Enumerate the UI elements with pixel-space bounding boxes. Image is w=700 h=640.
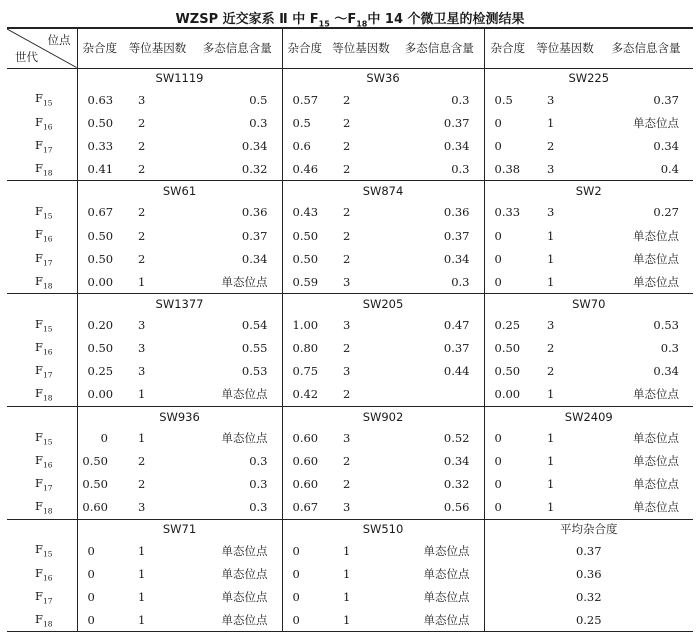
heterozygosity-value: 0.50 bbox=[87, 228, 114, 243]
locus-name: SW936 bbox=[77, 406, 282, 426]
pic-value: 0.52 bbox=[395, 426, 484, 449]
heterozygosity-value: 0 bbox=[494, 228, 502, 243]
header-row bbox=[7, 28, 693, 68]
data-row bbox=[7, 449, 693, 472]
heterozygosity-value: 0 bbox=[87, 543, 95, 558]
pic-value: 0.37 bbox=[395, 111, 484, 134]
allele-count-value: 2 bbox=[138, 251, 146, 266]
pic-value: 单态位点 bbox=[633, 228, 679, 243]
data-row bbox=[7, 88, 693, 111]
locus-header-row bbox=[7, 406, 693, 426]
pic-value: 0.3 bbox=[193, 473, 282, 496]
pic-value: 0.34 bbox=[193, 134, 282, 157]
data-row bbox=[7, 314, 693, 337]
pic-value: 0.32 bbox=[395, 473, 484, 496]
heterozygosity-value: 0 bbox=[494, 477, 502, 492]
pic-value: 0.37 bbox=[193, 224, 282, 247]
pic-value: 单态位点 bbox=[599, 383, 693, 406]
allele-count-value: 2 bbox=[343, 92, 351, 107]
generation-label: $F_{16}$ bbox=[7, 449, 77, 472]
heterozygosity-value: 0.57 bbox=[292, 92, 319, 107]
pic-value: 0.27 bbox=[653, 205, 679, 220]
heterozygosity-value: 0.60 bbox=[292, 454, 319, 469]
heterozygosity-value: 0 bbox=[87, 566, 95, 581]
heterozygosity-value: 0 bbox=[100, 430, 108, 445]
generation-label: $F_{17}$ bbox=[7, 360, 77, 383]
locus-name: SW225 bbox=[568, 71, 610, 86]
heterozygosity-value: 0.50 bbox=[494, 341, 521, 356]
heterozygosity-value: 0.20 bbox=[87, 318, 114, 333]
pic-value: 单态位点 bbox=[193, 609, 282, 632]
heterozygosity-value: 0 bbox=[292, 543, 300, 558]
allele-count-value: 1 bbox=[327, 609, 395, 632]
heterozygosity-value: 0 bbox=[494, 430, 502, 445]
allele-count-value: 2 bbox=[138, 205, 146, 220]
header-heterozygosity: 杂合度 bbox=[282, 28, 327, 68]
allele-count-value: 3 bbox=[343, 318, 351, 333]
empty-cell bbox=[7, 519, 77, 539]
heterozygosity-value: 0.60 bbox=[77, 496, 122, 519]
generation-label: $F_{18}$ bbox=[7, 383, 77, 406]
heterozygosity-value: 0 bbox=[494, 454, 502, 469]
allele-count-value: 1 bbox=[343, 543, 351, 558]
generation-label: $F_{17}$ bbox=[7, 585, 77, 608]
pic-value: 0.34 bbox=[653, 138, 679, 153]
pic-value: 0.55 bbox=[193, 337, 282, 360]
pic-value: 单态位点 bbox=[193, 270, 282, 293]
allele-count-value: 2 bbox=[138, 138, 146, 153]
data-row bbox=[7, 224, 693, 247]
data-row bbox=[7, 158, 693, 181]
data-row bbox=[7, 585, 693, 608]
allele-count-value: 2 bbox=[547, 364, 555, 379]
allele-count-value: 1 bbox=[547, 454, 555, 469]
locus-name: SW71 bbox=[77, 519, 282, 539]
generation-label: $F_{16}$ bbox=[7, 337, 77, 360]
pic-value: 0.34 bbox=[193, 247, 282, 270]
pic-value: 单态位点 bbox=[395, 609, 484, 632]
header-heterozygosity: 杂合度 bbox=[484, 28, 531, 68]
allele-count-value: 3 bbox=[327, 270, 395, 293]
heterozygosity-value: 0.43 bbox=[292, 205, 319, 220]
empty-cell bbox=[7, 181, 77, 201]
heterozygosity-value: 0.33 bbox=[87, 138, 114, 153]
allele-count-value: 2 bbox=[343, 341, 351, 356]
pic-value: 单态位点 bbox=[633, 430, 679, 445]
average-heterozygosity-value: 0.36 bbox=[575, 566, 602, 581]
heterozygosity-value: 0 bbox=[494, 138, 502, 153]
allele-count-value: 3 bbox=[327, 496, 395, 519]
locus-name: SW510 bbox=[282, 519, 484, 539]
pic-value: 0.54 bbox=[193, 314, 282, 337]
heterozygosity-value: 0.00 bbox=[77, 270, 122, 293]
pic-value: 单态位点 bbox=[633, 477, 679, 492]
pic-value: 单态位点 bbox=[395, 562, 484, 585]
heterozygosity-value: 0.50 bbox=[292, 228, 319, 243]
allele-count-value: 3 bbox=[531, 158, 599, 181]
pic-value: 单态位点 bbox=[193, 426, 282, 449]
allele-count-value: 1 bbox=[531, 270, 599, 293]
average-heterozygosity-value: 0.37 bbox=[575, 543, 602, 558]
locus-name: SW2 bbox=[575, 184, 602, 198]
generation-label: $F_{16}$ bbox=[7, 562, 77, 585]
pic-value: 单态位点 bbox=[633, 251, 679, 266]
heterozygosity-value: 0.42 bbox=[282, 383, 327, 406]
locus-name: SW61 bbox=[77, 181, 282, 201]
allele-count-value: 1 bbox=[531, 383, 599, 406]
heterozygosity-value: 0.38 bbox=[484, 158, 531, 181]
heterozygosity-value: 0 bbox=[292, 566, 300, 581]
heterozygosity-value: 0.50 bbox=[494, 364, 521, 379]
pic-value: 0.34 bbox=[395, 134, 484, 157]
data-row bbox=[7, 383, 693, 406]
generation-label: $F_{16}$ bbox=[7, 224, 77, 247]
allele-count-value: 2 bbox=[327, 383, 395, 406]
locus-name: SW70 bbox=[572, 296, 606, 311]
empty-cell bbox=[7, 294, 77, 314]
generation-label: $F_{15}$ bbox=[7, 539, 77, 562]
generation-label: $F_{17}$ bbox=[7, 247, 77, 270]
locus-name: SW36 bbox=[282, 68, 484, 88]
pic-value: 0.3 bbox=[395, 158, 484, 181]
allele-count-value: 2 bbox=[343, 454, 351, 469]
heterozygosity-value: 0.50 bbox=[87, 251, 114, 266]
heterozygosity-value: 0.50 bbox=[87, 115, 114, 130]
pic-value: 0.37 bbox=[395, 337, 484, 360]
heterozygosity-value: 0.67 bbox=[282, 496, 327, 519]
data-row bbox=[7, 201, 693, 224]
heterozygosity-value: 0.25 bbox=[494, 318, 521, 333]
allele-count-value: 1 bbox=[122, 383, 193, 406]
microsatellite-results-table bbox=[7, 27, 693, 632]
heterozygosity-value: 0 bbox=[87, 589, 95, 604]
allele-count-value: 2 bbox=[138, 477, 146, 492]
allele-count-value: 1 bbox=[343, 589, 351, 604]
allele-count-value: 3 bbox=[138, 341, 146, 356]
locus-name: SW1119 bbox=[77, 68, 282, 88]
heterozygosity-value: 0.46 bbox=[282, 158, 327, 181]
allele-count-value: 2 bbox=[343, 477, 351, 492]
data-row bbox=[7, 539, 693, 562]
allele-count-value: 1 bbox=[531, 496, 599, 519]
allele-count-value: 2 bbox=[138, 228, 146, 243]
data-row bbox=[7, 426, 693, 449]
heterozygosity-value: 0 bbox=[494, 115, 502, 130]
heterozygosity-value: 0 bbox=[77, 609, 122, 632]
pic-value: 0.34 bbox=[395, 449, 484, 472]
locus-name: SW205 bbox=[282, 294, 484, 314]
empty-cell bbox=[7, 68, 77, 88]
heterozygosity-value: 0.80 bbox=[292, 341, 319, 356]
header-pic: 多态信息含量 bbox=[395, 28, 484, 68]
heterozygosity-value: 0.00 bbox=[484, 383, 531, 406]
heterozygosity-value: 0.41 bbox=[77, 158, 122, 181]
pic-value: 0.3 bbox=[395, 270, 484, 293]
allele-count-value: 1 bbox=[138, 589, 146, 604]
pic-value: 单态位点 bbox=[193, 539, 282, 562]
allele-count-value: 3 bbox=[343, 430, 351, 445]
data-row bbox=[7, 337, 693, 360]
allele-count-value: 1 bbox=[343, 566, 351, 581]
header-locus-label: 位点 bbox=[47, 33, 71, 47]
pic-value: 0.34 bbox=[395, 247, 484, 270]
heterozygosity-value: 0.60 bbox=[292, 477, 319, 492]
locus-header-row bbox=[7, 519, 693, 539]
allele-count-value: 2 bbox=[138, 454, 146, 469]
pic-value: 单态位点 bbox=[395, 539, 484, 562]
locus-name: SW874 bbox=[282, 181, 484, 201]
header-heterozygosity: 杂合度 bbox=[77, 28, 122, 68]
generation-label: $F_{17}$ bbox=[7, 473, 77, 496]
generation-label: $F_{15}$ bbox=[7, 314, 77, 337]
pic-value: 0.53 bbox=[653, 318, 679, 333]
allele-count-value: 1 bbox=[122, 270, 193, 293]
pic-value: 0.36 bbox=[395, 201, 484, 224]
allele-count-value: 1 bbox=[138, 430, 146, 445]
pic-value: 0.32 bbox=[193, 158, 282, 181]
allele-count-value: 3 bbox=[343, 364, 351, 379]
pic-value: 单态位点 bbox=[395, 585, 484, 608]
pic-value: 单态位点 bbox=[633, 454, 679, 469]
pic-value: 0.53 bbox=[193, 360, 282, 383]
pic-value: 单态位点 bbox=[633, 115, 679, 130]
heterozygosity-value: 0 bbox=[494, 251, 502, 266]
heterozygosity-value: 0.63 bbox=[87, 92, 114, 107]
data-row bbox=[7, 609, 693, 632]
allele-count-value: 2 bbox=[138, 115, 146, 130]
locus-name: SW1377 bbox=[77, 294, 282, 314]
data-row bbox=[7, 270, 693, 293]
heterozygosity-value: 1.00 bbox=[292, 318, 319, 333]
pic-value: 0.44 bbox=[395, 360, 484, 383]
pic-value: 0.36 bbox=[193, 201, 282, 224]
allele-count-value: 1 bbox=[138, 566, 146, 581]
allele-count-value: 1 bbox=[122, 609, 193, 632]
data-row bbox=[7, 473, 693, 496]
pic-value: 0.3 bbox=[660, 341, 679, 356]
data-row bbox=[7, 360, 693, 383]
allele-count-value: 3 bbox=[547, 92, 555, 107]
header-pic: 多态信息含量 bbox=[599, 28, 693, 68]
generation-label: $F_{17}$ bbox=[7, 134, 77, 157]
allele-count-value: 3 bbox=[547, 318, 555, 333]
heterozygosity-value: 0.5 bbox=[494, 92, 513, 107]
heterozygosity-value: 0.60 bbox=[292, 430, 319, 445]
data-row bbox=[7, 496, 693, 519]
heterozygosity-value: 0.33 bbox=[494, 205, 521, 220]
data-row bbox=[7, 562, 693, 585]
generation-label: $F_{18}$ bbox=[7, 609, 77, 632]
header-generation-label: 世代 bbox=[15, 49, 38, 64]
allele-count-value: 2 bbox=[343, 228, 351, 243]
pic-value: 0.37 bbox=[653, 92, 679, 107]
empty-cell bbox=[7, 406, 77, 426]
heterozygosity-value: 0.50 bbox=[82, 477, 108, 492]
pic-value: 单态位点 bbox=[193, 585, 282, 608]
header-allele-count: 等位基因数 bbox=[327, 28, 395, 68]
heterozygosity-value: 0.50 bbox=[82, 454, 108, 469]
pic-value: 0.37 bbox=[395, 224, 484, 247]
pic-value: 0.5 bbox=[193, 88, 282, 111]
generation-label: $F_{15}$ bbox=[7, 88, 77, 111]
average-heterozygosity-value: 0.25 bbox=[484, 609, 693, 632]
generation-label: $F_{16}$ bbox=[7, 111, 77, 134]
locus-name: SW902 bbox=[282, 406, 484, 426]
allele-count-value: 2 bbox=[547, 341, 555, 356]
pic-value bbox=[395, 383, 484, 406]
allele-count-value: 1 bbox=[547, 477, 555, 492]
data-row bbox=[7, 111, 693, 134]
allele-count-value: 3 bbox=[138, 318, 146, 333]
pic-value: 0.3 bbox=[395, 88, 484, 111]
table-title: WZSP 近交家系 Ⅱ 中 $F_{15}$ $\sim F_{18}$中 14 个微卫星的检测结果 bbox=[175, 12, 525, 29]
allele-count-value: 1 bbox=[547, 115, 555, 130]
heterozygosity-value: 0.50 bbox=[292, 251, 319, 266]
allele-count-value: 1 bbox=[547, 228, 555, 243]
generation-label: $F_{18}$ bbox=[7, 496, 77, 519]
heterozygosity-value: 0.50 bbox=[87, 341, 114, 356]
heterozygosity-value: 0.75 bbox=[292, 364, 319, 379]
heterozygosity-value: 0.00 bbox=[77, 383, 122, 406]
allele-count-value: 3 bbox=[122, 496, 193, 519]
pic-value: 0.56 bbox=[395, 496, 484, 519]
locus-name: SW2409 bbox=[564, 409, 613, 424]
pic-value: 单态位点 bbox=[599, 496, 693, 519]
data-row bbox=[7, 247, 693, 270]
allele-count-value: 3 bbox=[138, 364, 146, 379]
allele-count-value: 2 bbox=[343, 138, 351, 153]
average-heterozygosity-value: 0.32 bbox=[575, 589, 602, 604]
locus-header-row bbox=[7, 181, 693, 201]
pic-value: 单态位点 bbox=[193, 383, 282, 406]
pic-value: 0.3 bbox=[193, 449, 282, 472]
average-heterozygosity-title: 平均杂合度 bbox=[560, 522, 618, 537]
locus-header-row bbox=[7, 294, 693, 314]
pic-value: 0.4 bbox=[599, 158, 693, 181]
allele-count-value: 2 bbox=[343, 115, 351, 130]
generation-label: $F_{18}$ bbox=[7, 270, 77, 293]
header-corner-cell bbox=[7, 28, 77, 68]
locus-header-row bbox=[7, 68, 693, 88]
header-pic: 多态信息含量 bbox=[193, 28, 282, 68]
heterozygosity-value: 0.6 bbox=[292, 138, 311, 153]
pic-value: 单态位点 bbox=[599, 270, 693, 293]
allele-count-value: 2 bbox=[547, 138, 555, 153]
allele-count-value: 1 bbox=[138, 543, 146, 558]
heterozygosity-value: 0.67 bbox=[87, 205, 114, 220]
heterozygosity-value: 0.59 bbox=[282, 270, 327, 293]
heterozygosity-value: 0 bbox=[282, 609, 327, 632]
generation-label: $F_{15}$ bbox=[7, 201, 77, 224]
heterozygosity-value: 0.25 bbox=[87, 364, 114, 379]
heterozygosity-value: 0 bbox=[484, 270, 531, 293]
allele-count-value: 2 bbox=[343, 205, 351, 220]
pic-value: 0.3 bbox=[193, 496, 282, 519]
allele-count-value: 3 bbox=[138, 92, 146, 107]
allele-count-value: 1 bbox=[547, 430, 555, 445]
allele-count-value: 2 bbox=[122, 158, 193, 181]
header-allele-count: 等位基因数 bbox=[122, 28, 193, 68]
generation-label: $F_{18}$ bbox=[7, 158, 77, 181]
allele-count-value: 3 bbox=[547, 205, 555, 220]
heterozygosity-value: 0.5 bbox=[292, 115, 311, 130]
header-allele-count: 等位基因数 bbox=[531, 28, 599, 68]
heterozygosity-value: 0 bbox=[292, 589, 300, 604]
pic-value: 单态位点 bbox=[193, 562, 282, 585]
allele-count-value: 1 bbox=[547, 251, 555, 266]
allele-count-value: 2 bbox=[343, 251, 351, 266]
pic-value: 0.47 bbox=[395, 314, 484, 337]
allele-count-value: 2 bbox=[327, 158, 395, 181]
heterozygosity-value: 0 bbox=[484, 496, 531, 519]
generation-label: $F_{15}$ bbox=[7, 426, 77, 449]
pic-value: 0.34 bbox=[653, 364, 679, 379]
data-row bbox=[7, 134, 693, 157]
pic-value: 0.3 bbox=[193, 111, 282, 134]
